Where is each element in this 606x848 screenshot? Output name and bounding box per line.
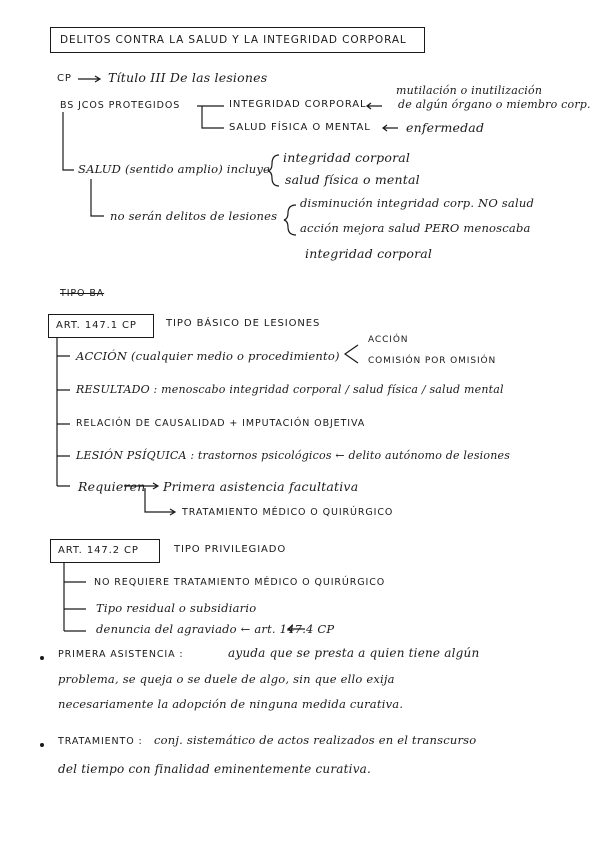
privilegiado-item-1: NO REQUIERE TRATAMIENTO MÉDICO O QUIRÚRGICO <box>94 577 386 588</box>
accion-label: ACCIÓN (cualquier medio o procedimiento) <box>76 349 340 363</box>
art-147-2-heading: TIPO PRIVILEGIADO <box>174 544 287 555</box>
integridad-note-1: mutilación o inutilización <box>396 84 543 97</box>
lesion-psiquica-line: LESIÓN PSÍQUICA : trastornos psicológicos ← delito autónomo de lesiones <box>76 449 511 462</box>
bullet-tratamiento <box>40 743 44 747</box>
accion-option-1: ACCIÓN <box>368 335 409 345</box>
primera-asistencia-line-1: ayuda que se presta a quien tiene algún <box>228 646 480 660</box>
page-title: DELITOS CONTRA LA SALUD Y LA INTEGRIDAD CORPORAL <box>60 34 407 46</box>
requisito-1: Primera asistencia facultativa <box>163 479 359 494</box>
primera-asistencia-line-2: problema, se queja o se duele de algo, sin que ello exija <box>58 672 395 686</box>
bullet-primera-asistencia <box>40 656 44 660</box>
art-147-2-label: ART. 147.2 CP <box>58 545 139 556</box>
bien-integridad: INTEGRIDAD CORPORAL <box>229 99 367 110</box>
salud-amplio-label: SALUD (sentido amplio) incluye <box>78 162 271 176</box>
accion-option-2: COMISIÓN POR OMISIÓN <box>368 356 497 366</box>
tratamiento-line-2: del tiempo con finalidad eminentemente curativa. <box>58 762 372 776</box>
no-delitos-label: no serán delitos de lesiones <box>110 209 278 223</box>
relacion-line: RELACIÓN DE CAUSALIDAD + IMPUTACIÓN OBJETIVA <box>76 418 366 429</box>
privilegiado-item-2: Tipo residual o subsidiario <box>96 601 257 615</box>
tratamiento-line-1: conj. sistemático de actos realizados en el transcurso <box>154 733 477 747</box>
requieren-label: Requieren <box>78 479 146 494</box>
primera-asistencia-term: PRIMERA ASISTENCIA : <box>58 649 184 660</box>
salud-amplio-item-1: integridad corporal <box>283 150 411 165</box>
bien-salud: SALUD FÍSICA O MENTAL <box>229 122 371 133</box>
requisito-2: TRATAMIENTO MÉDICO O QUIRÚRGICO <box>182 507 394 518</box>
integridad-note-2: de algún órgano o miembro corp. <box>398 98 591 111</box>
no-delitos-item-1: disminución integridad corp. NO salud <box>300 196 535 210</box>
cp-prefix: CP <box>57 73 72 84</box>
salud-amplio-item-2: salud física o mental <box>285 172 420 187</box>
tipo-ba-struck: TIPO BA <box>60 288 105 299</box>
no-delitos-item-2: acción mejora salud PERO menoscaba <box>300 221 531 235</box>
primera-asistencia-line-3: necesariamente la adopción de ninguna medida curativa. <box>58 697 404 711</box>
art-147-1-heading: TIPO BÁSICO DE LESIONES <box>166 318 321 329</box>
cp-title: Título III De las lesiones <box>108 70 268 85</box>
bienes-label: BS JCOS PROTEGIDOS <box>60 100 181 111</box>
resultado-line: RESULTADO : menoscabo integridad corporal / salud física / salud mental <box>76 383 504 396</box>
salud-note: enfermedad <box>406 120 485 135</box>
art-147-1-label: ART. 147.1 CP <box>56 320 137 331</box>
tratamiento-term: TRATAMIENTO : <box>58 736 143 747</box>
privilegiado-item-3: denuncia del agraviado ← art. 147.4 CP <box>96 622 335 636</box>
no-delitos-item-3: integridad corporal <box>305 246 433 261</box>
